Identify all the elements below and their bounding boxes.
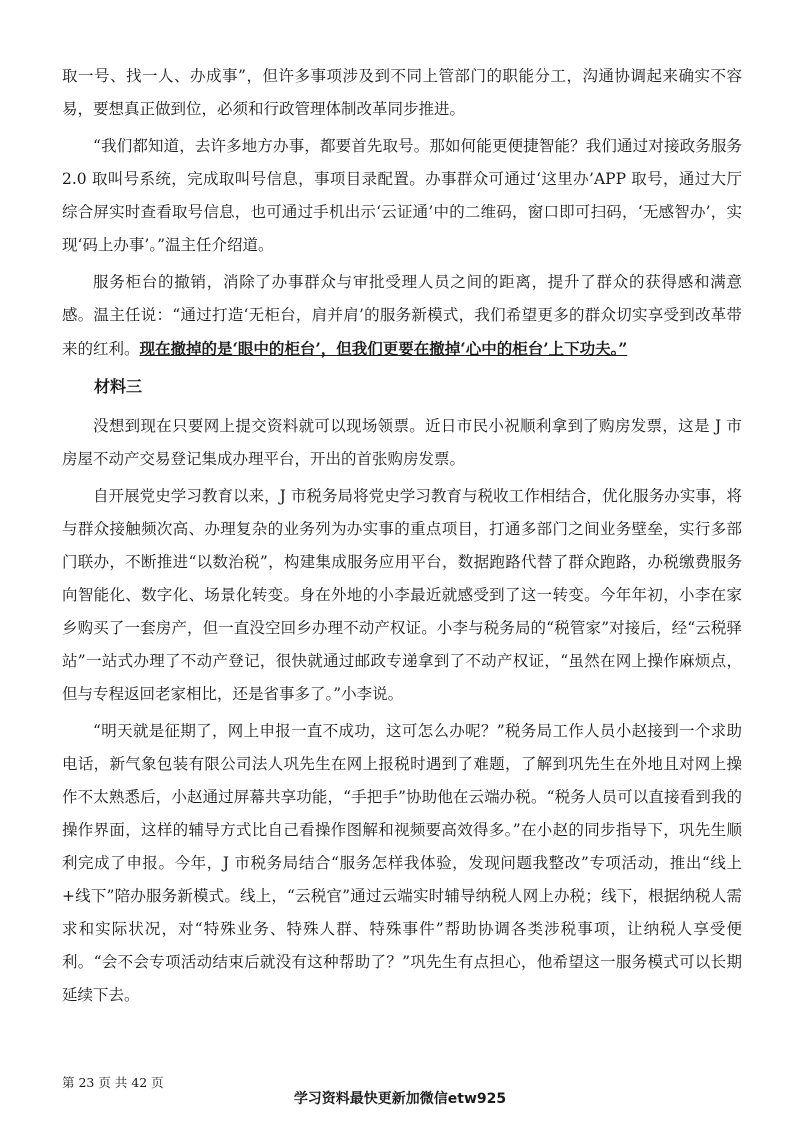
page-number: 第 23 页 共 42 页 bbox=[62, 1075, 164, 1090]
section-title: 材料三 bbox=[94, 377, 143, 396]
paragraph-5: 自开展党史学习教育以来，J 市税务局将党史学习教育与税收工作相结合，优化服务办实事，将与群众接触频次高、办理复杂的业务列为办实事的重点项目，打通多部门之间业务壁垒，实行多部门联办，不断推进“以数治税”，构建集成服务应用平台，数据跑路代替了群众跑路，办税缴费服务向智能化、数字化、场景化转变。身在外地的小李最近就感受到了这一转变。今年年初，小李在家乡购买了一套房产，但一直没空回乡办理不动产权证。小李与税务局的“税管家”对接后，经“云税驿站”一站式办理了不动产登记，很快就通过邮政专递拿到了不动产权证，“虽然在网上操作麻烦点，但与专程返回老家相比，还是省事多了。”小李说。 bbox=[62, 487, 742, 703]
emphasized-quote: 现在撤掉的是‘眼中的柜台’，但我们更要在撤掉‘心中的柜台’上下功夫。” bbox=[139, 339, 628, 358]
paragraph-4: 没想到现在只要网上提交资料就可以现场领票。近日市民小祝顺利拿到了购房发票，这是 J 市房屋不动产交易登记集成办理平台，开出的首张购房发票。 bbox=[62, 417, 742, 468]
paragraph-3 bbox=[62, 266, 742, 366]
paragraph-3-text: 服务柜台的撤销，消除了办事群众与审批受理人员之间的距离，提升了群众的获得感和满意感。温主任说：“通过打造‘无柜台，肩并肩’的服务新模式，我们希望更多的群众切实享受到改革带来的红利。 bbox=[62, 273, 742, 358]
paragraph-2: “我们都知道，去许多地方办事，都要首先取号。那如何能更便捷智能？我们通过对接政务服务 2.0 取叫号系统，完成取叫号信息，事项目录配置。办事群众可通过‘这里办’APP 取号，通过大厅综合屏实时查看取号信息，也可通过手机出示‘云证通’中的二维码，窗口即可扫码，‘无感智办’，实现‘码上办事’。”温主任介绍道。 bbox=[62, 137, 742, 254]
footer-note: 学习资料最快更新加微信etw925 bbox=[293, 1091, 507, 1107]
paragraph-1: 取一号、找一人、办成事”，但许多事项涉及到不同上管部门的职能分工，沟通协调起来确实不容易，要想真正做到位，必须和行政管理体制改革同步推进。 bbox=[62, 67, 742, 118]
paragraph-6: “明天就是征期了，网上申报一直不成功，这可怎么办呢？”税务局工作人员小赵接到一个求助电话，新气象包装有限公司法人巩先生在网上报税时遇到了难题，了解到巩先生在外地且对网上操作不太熟悉后，小赵通过屏幕共享功能，“手把手”协助他在云端办税。“税务人员可以直接看到我的操作界面，这样的辅导方式比自己看操作图解和视频要高效得多。”在小赵的同步指导下，巩先生顺利完成了申报。今年，J 市税务局结合“服务怎样我体验，发现问题我整改”专项活动，推出“线上+线下”陪办服务新模式。线上，“云税官”通过云端实时辅导纳税人网上办税；线下，根据纳税人需求和实际状况，对“特殊业务、特殊人群、特殊事件”帮助协调各类涉税事项，让纳税人享受便利。“会不会专项活动结束后就没有这种帮助了？”巩先生有点担心，他希望这一服务模式可以长期延续下去。 bbox=[62, 722, 742, 1004]
document-body bbox=[62, 60, 742, 1016]
